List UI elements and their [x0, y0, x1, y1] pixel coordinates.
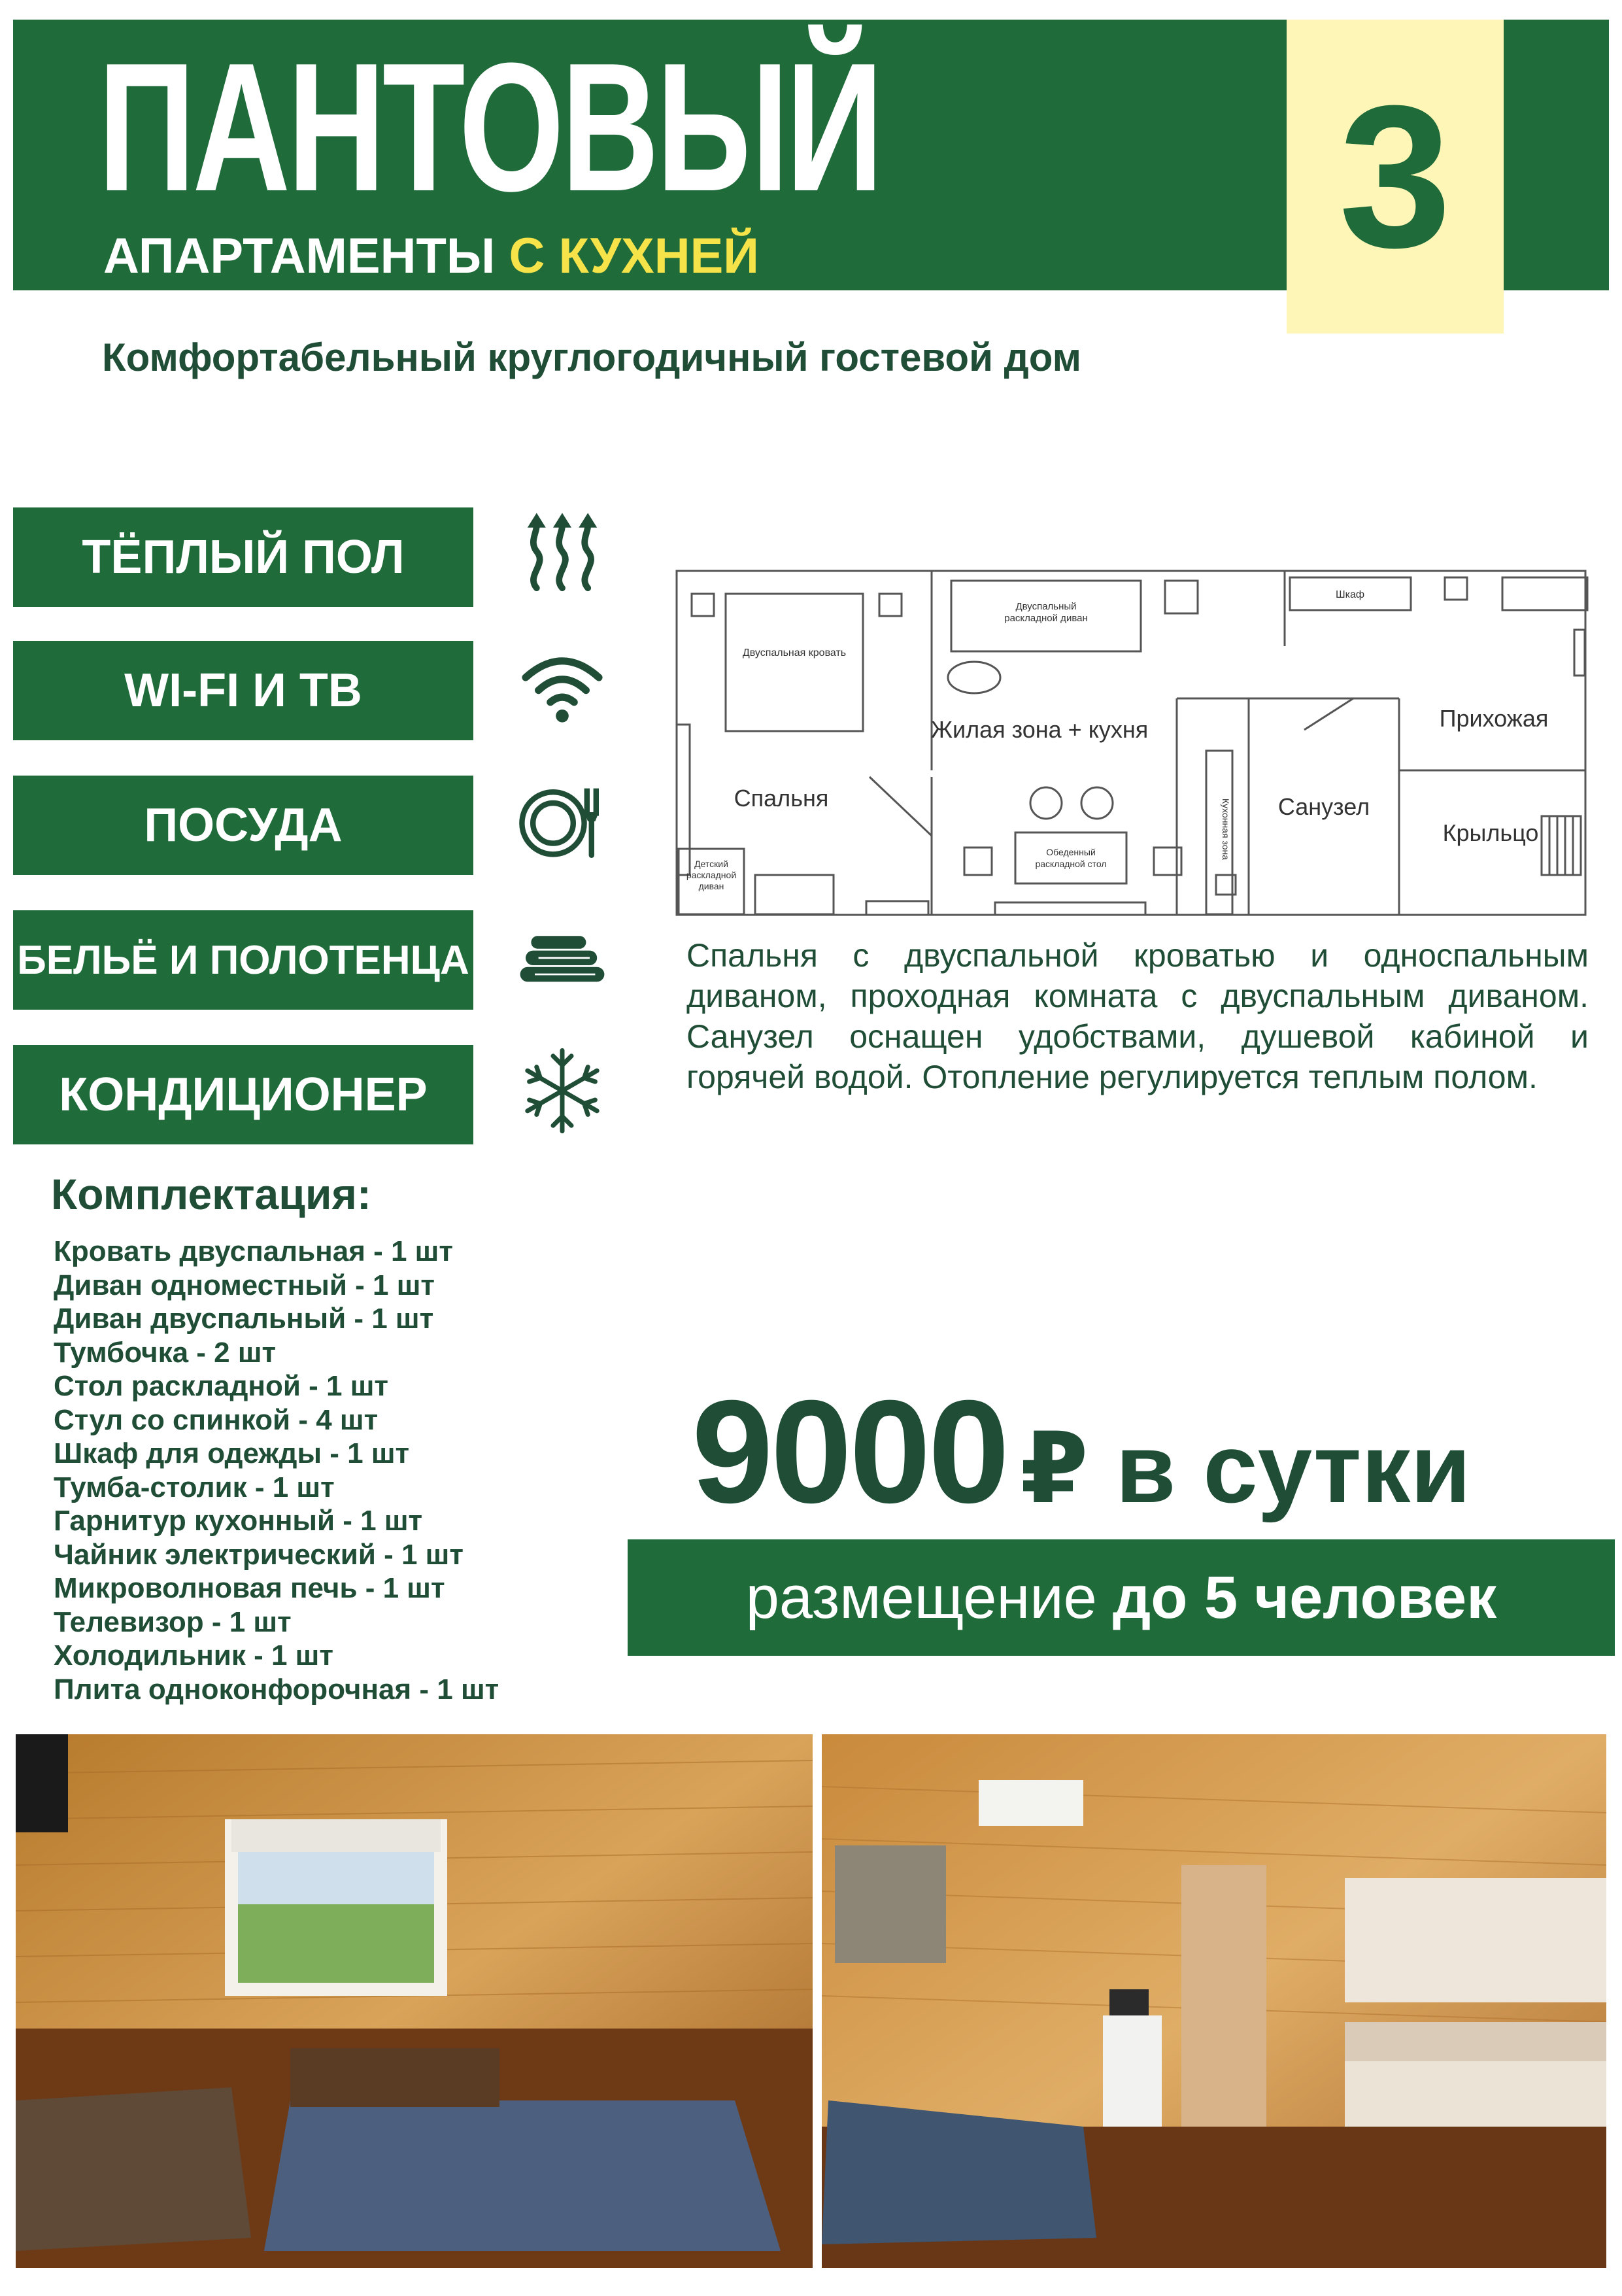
capacity-value: до 5 человек — [1112, 1564, 1497, 1631]
description-line: диваном, проходная комната с двуспальным диваном. — [686, 978, 1589, 1014]
plan-double-bed-label: Двуспальная кровать — [742, 647, 847, 659]
capacity-banner — [628, 1539, 1615, 1656]
list-item: Диван одноместный - 1 шт — [54, 1269, 435, 1301]
plan-room-bedroom: Спальня — [734, 785, 829, 812]
description-line: Спальня с двуспальной кроватью и односпальным — [686, 937, 1589, 974]
page-subtitle — [103, 228, 759, 284]
price — [692, 1370, 1471, 1534]
apartment-number-badge — [1287, 20, 1504, 334]
plan-sofa-label-2: раскладной диван — [1004, 613, 1088, 624]
capacity-prefix: размещение — [745, 1564, 1097, 1631]
list-item: Тумбочка - 2 шт — [54, 1336, 277, 1369]
plan-kids-label-2: раскладной — [686, 870, 737, 880]
amenity-dishes: ПОСУДА — [13, 776, 473, 875]
list-item: Плита одноконфорочная - 1 шт — [54, 1673, 499, 1705]
plan-table-label-2: раскладной стол — [1035, 859, 1107, 869]
price-amount: 9000 — [692, 1370, 1007, 1534]
floor-plan — [673, 568, 1589, 918]
plan-wardrobe-label: Шкаф — [1335, 589, 1365, 600]
equipment-title: Комплектация: — [51, 1170, 371, 1218]
tagline: Комфортабельный круглогодичный гостевой дом — [102, 335, 1081, 379]
plan-table-label-1: Обеденный — [1046, 847, 1096, 857]
apartment-description — [686, 935, 1589, 1097]
amenity-air-conditioner: КОНДИЦИОНЕР — [13, 1045, 473, 1144]
living-kitchen-photo — [822, 1734, 1606, 2268]
price-unit: ₽ в сутки — [1020, 1413, 1471, 1523]
amenity-linen-towels: БЕЛЬЁ И ПОЛОТЕНЦА — [13, 910, 473, 1010]
list-item: Кровать двуспальная - 1 шт — [54, 1235, 453, 1267]
list-item: Тумба-столик - 1 шт — [54, 1471, 335, 1503]
list-item: Холодильник - 1 шт — [54, 1639, 333, 1671]
plan-sofa-label-1: Двуспальный — [1015, 601, 1077, 612]
subtitle-accent: С КУХНЕЙ — [509, 228, 759, 284]
subtitle-main: АПАРТАМЕНТЫ — [103, 228, 496, 284]
towels-icon — [516, 910, 608, 1002]
plan-room-bathroom: Санузел — [1277, 793, 1370, 820]
list-item: Телевизор - 1 шт — [54, 1605, 292, 1638]
amenity-wifi-tv: WI-FI И ТВ — [13, 641, 473, 740]
equipment-list — [54, 1235, 499, 1706]
plan-kids-label-3: диван — [698, 881, 724, 891]
wifi-icon — [516, 641, 608, 732]
plan-room-living: Жилая зона + кухня — [930, 716, 1149, 743]
list-item: Микроволновая печь - 1 шт — [54, 1572, 445, 1604]
heated-floor-icon — [516, 507, 608, 599]
plan-kitchen-zone-label: Кухонная зона — [1221, 798, 1231, 861]
bedroom-photo — [16, 1734, 813, 2268]
list-item: Чайник электрический - 1 шт — [54, 1538, 464, 1571]
plan-room-porch: Крыльцо — [1442, 819, 1539, 846]
page-title: ПАНТОВЫЙ — [98, 26, 881, 230]
dishes-icon — [516, 776, 608, 867]
snowflake-icon — [516, 1045, 608, 1137]
list-item: Шкаф для одежды - 1 шт — [54, 1437, 410, 1469]
list-item: Диван двуспальный - 1 шт — [54, 1303, 434, 1335]
list-item: Стол раскладной - 1 шт — [54, 1370, 388, 1402]
amenity-heated-floor: ТЁПЛЫЙ ПОЛ — [13, 507, 473, 607]
plan-room-hall: Прихожая — [1439, 705, 1549, 732]
description-line: Санузел оснащен удобствами, душевой кабиной и — [686, 1018, 1589, 1055]
description-line: горячей водой. Отопление регулируется теплым полом. — [686, 1059, 1538, 1095]
list-item: Стул со спинкой - 4 шт — [54, 1403, 379, 1436]
apartment-number: 3 — [1338, 63, 1452, 290]
plan-kids-label-1: Детский — [694, 859, 728, 869]
list-item: Гарнитур кухонный - 1 шт — [54, 1505, 423, 1537]
